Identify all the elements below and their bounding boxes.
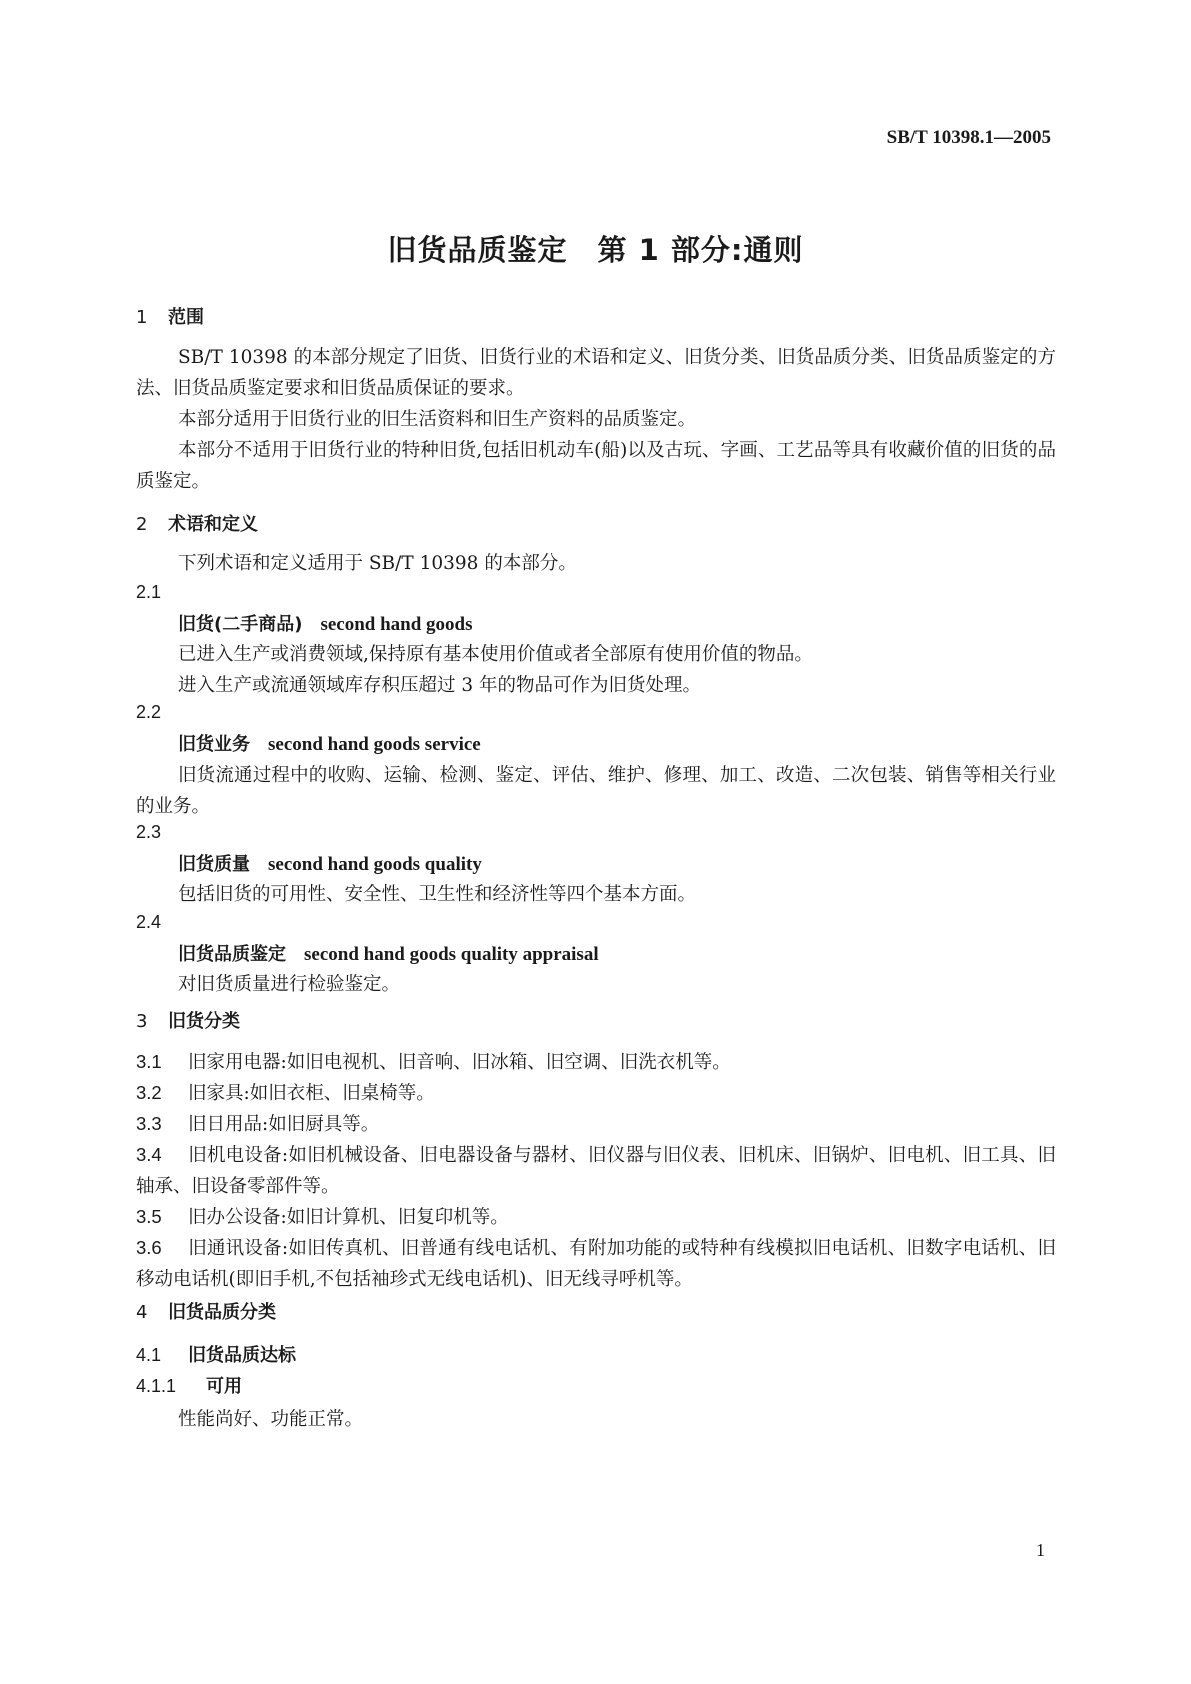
term-heading (178, 610, 473, 636)
term-zh: 旧货(二手商品) (178, 614, 303, 635)
term-number: 2.1 (136, 582, 162, 602)
term-definition: 已进入生产或消费领域,保持原有基本使用价值或者全部原有使用价值的物品。 (178, 644, 813, 665)
paragraph: 本部分适用于旧货行业的旧生活资料和旧生产资料的品质鉴定。 (178, 409, 697, 430)
item-text: 旧通讯设备:如旧传真机、旧普通有线电话机、有附加功能的或特种有线模拟旧电话机、旧数字电话机、旧移动电话机(即旧手机,不包括袖珍式无线电话机)、旧无线寻呼机等。 (136, 1238, 1056, 1290)
term-number: 2.3 (136, 822, 162, 842)
term-en: second hand goods quality (268, 854, 482, 875)
document-title: 旧货品质鉴定 第 1 部分:通则 (387, 233, 804, 267)
list-item (136, 1232, 1056, 1295)
subsection-heading (136, 1372, 242, 1398)
subsection-heading (136, 1341, 296, 1367)
term-number: 2.2 (136, 702, 162, 722)
item-number: 3.6 (136, 1237, 162, 1258)
term-heading (178, 730, 481, 756)
list-item (136, 1046, 1056, 1078)
section-intro: 下列术语和定义适用于 SB/T 10398 的本部分。 (178, 553, 577, 574)
term-en: second hand goods quality appraisal (304, 944, 599, 965)
term-zh: 旧货品质鉴定 (178, 944, 286, 965)
term-definition: 进入生产或流通领域库存积压超过 3 年的物品可作为旧货处理。 (178, 675, 702, 696)
term-number: 2.4 (136, 912, 162, 932)
section-2-heading (136, 510, 258, 536)
list-item (136, 1139, 1056, 1202)
subsection-number: 4.1.1 (136, 1376, 177, 1396)
item-number: 3.2 (136, 1082, 162, 1103)
section-1-heading (136, 303, 204, 329)
subsection-text: 性能尚好、功能正常。 (178, 1409, 364, 1430)
term-en: second hand goods service (268, 734, 481, 755)
section-number: 4 (136, 1302, 148, 1323)
term-en: second hand goods (320, 614, 473, 635)
term-definition: 对旧货质量进行检验鉴定。 (178, 974, 401, 995)
list-item (136, 1201, 1056, 1233)
term-zh: 旧货质量 (178, 854, 250, 875)
section-number: 1 (136, 307, 148, 328)
section-3-heading (136, 1007, 240, 1033)
term-zh: 旧货业务 (178, 734, 250, 755)
section-4-heading (136, 1298, 276, 1324)
item-number: 3.3 (136, 1113, 162, 1134)
item-number: 3.4 (136, 1144, 162, 1165)
section-title: 旧货品质分类 (168, 1302, 276, 1323)
term-heading (178, 940, 599, 966)
item-text: 旧办公设备:如旧计算机、旧复印机等。 (188, 1207, 509, 1228)
section-title: 术语和定义 (168, 514, 258, 535)
item-number: 3.1 (136, 1051, 162, 1072)
term-heading (178, 850, 482, 876)
paragraph: SB/T 10398 的本部分规定了旧货、旧货行业的术语和定义、旧货分类、旧货品质分类、旧货品质鉴定的方法、旧货品质鉴定要求和旧货品质保证的要求。 (136, 347, 1056, 399)
paragraph: 本部分不适用于旧货行业的特种旧货,包括旧机动车(船)以及古玩、字画、工艺品等具有收藏价值的旧货的品质鉴定。 (136, 440, 1056, 492)
subsection-title: 可用 (206, 1376, 242, 1397)
item-number: 3.5 (136, 1206, 162, 1227)
section-title: 范围 (168, 307, 204, 328)
subsection-title: 旧货品质达标 (188, 1345, 296, 1366)
page-number: 1 (1036, 1540, 1045, 1560)
item-text: 旧日用品:如旧厨具等。 (188, 1114, 380, 1135)
section-number: 2 (136, 514, 148, 535)
item-text: 旧家用电器:如旧电视机、旧音响、旧冰箱、旧空调、旧洗衣机等。 (188, 1052, 731, 1073)
standard-code: SB/T 10398.1—2005 (886, 127, 1051, 148)
term-definition: 包括旧货的可用性、安全性、卫生性和经济性等四个基本方面。 (178, 884, 697, 905)
item-text: 旧机电设备:如旧机械设备、旧电器设备与器材、旧仪器与旧仪表、旧机床、旧锅炉、旧电机、旧工具、旧轴承、旧设备零部件等。 (136, 1145, 1056, 1197)
term-definition: 旧货流通过程中的收购、运输、检测、鉴定、评估、维护、修理、加工、改造、二次包装、销售等相关行业的业务。 (136, 765, 1056, 817)
section-title: 旧货分类 (168, 1011, 240, 1032)
section-number: 3 (136, 1011, 148, 1032)
list-item (136, 1077, 1056, 1109)
list-item (136, 1108, 1056, 1140)
subsection-number: 4.1 (136, 1345, 162, 1365)
item-text: 旧家具:如旧衣柜、旧桌椅等。 (188, 1083, 435, 1104)
